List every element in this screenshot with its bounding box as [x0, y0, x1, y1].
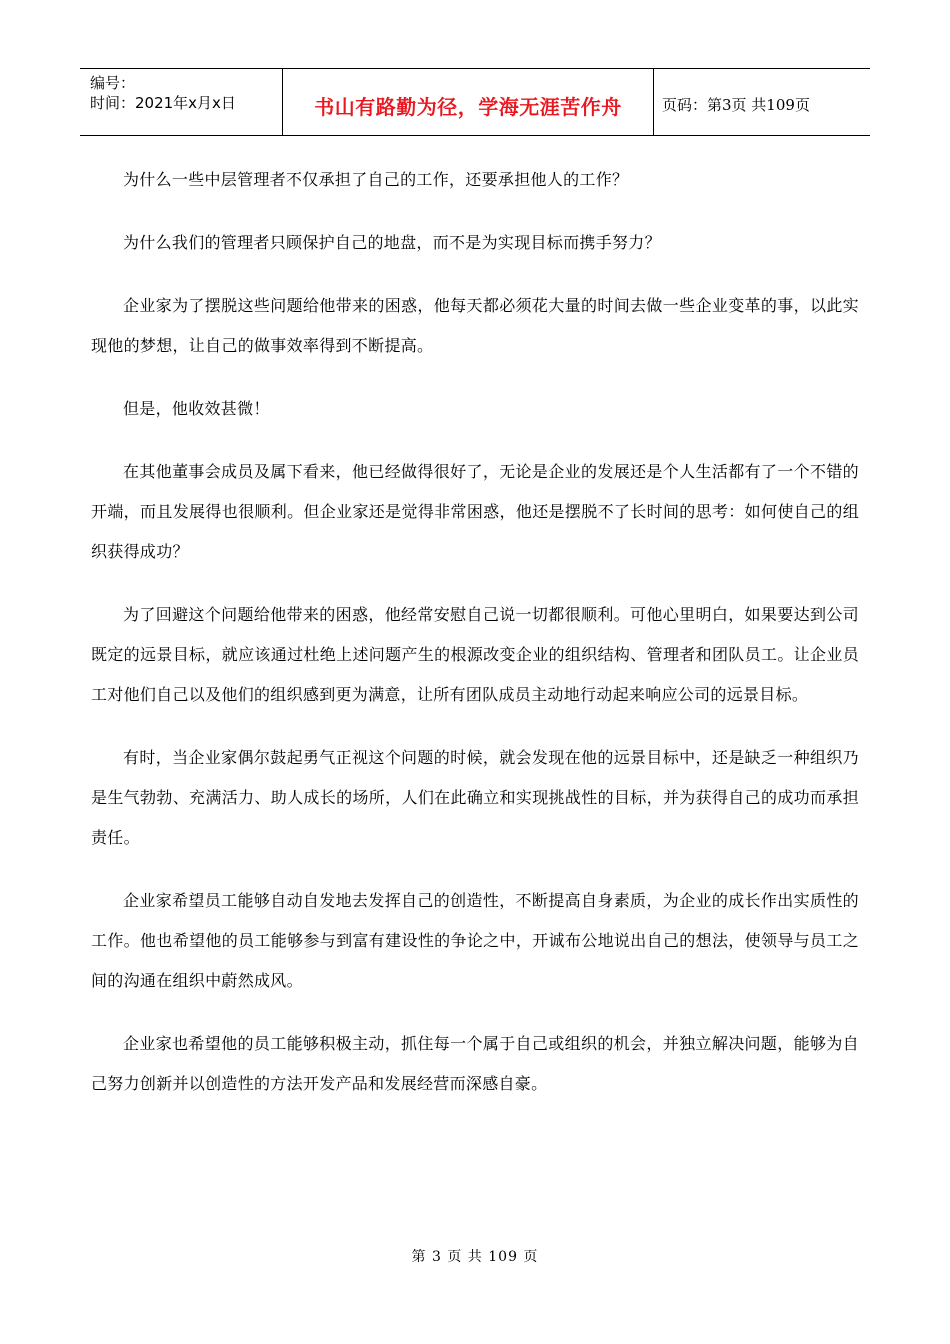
paragraph: 为什么一些中层管理者不仅承担了自己的工作，还要承担他人的工作？	[123, 170, 629, 189]
paragraph: 为什么我们的管理者只顾保护自己的地盘，而不是为实现目标而携手努力？	[123, 233, 661, 252]
page-info: 页码：第3页 共109页	[662, 95, 810, 114]
paragraph: 有时，当企业家偶尔鼓起勇气正视这个问题的时候，就会发现在他的远景目标中，还是缺乏一种组织乃是生气勃勃、充满活力、助人成长的场所，人们在此确立和实现挑战性的目标，并为获得自己的成功而承担责任。	[91, 748, 859, 847]
header-page-cell	[654, 69, 870, 135]
paragraph: 在其他董事会成员及属下看来，他已经做得很好了，无论是企业的发展还是个人生活都有了一个不错的开端，而且发展得也很顺利。但企业家还是觉得非常困惑，他还是摆脱不了长时间的思考：如何使自己的组织获得成功？	[91, 462, 859, 561]
paragraph: 但是，他收效甚微！	[123, 399, 270, 418]
date-label: 时间：2021年x月x日	[90, 94, 236, 112]
paragraph: 为了回避这个问题给他带来的困惑，他经常安慰自己说一切都很顺利。可他心里明白，如果要达到公司既定的远景目标，就应该通过杜绝上述问题产生的根源改变企业的组织结构、管理者和团队员工。让企业员工对他们自己以及他们的组织感到更为满意，让所有团队成员主动地行动起来响应公司的远景目标。	[91, 605, 859, 704]
page-footer: 第 3 页 共 109 页	[411, 1249, 539, 1265]
document-header	[80, 68, 870, 136]
paragraph: 企业家也希望他的员工能够积极主动，抓住每一个属于自己或组织的机会，并独立解决问题，能够为自己努力创新并以创造性的方法开发产品和发展经营而深感自豪。	[91, 1034, 859, 1093]
header-meta-cell	[80, 69, 282, 135]
paragraph: 企业家为了摆脱这些问题给他带来的困惑，他每天都必须花大量的时间去做一些企业变革的事，以此实现他的梦想，让自己的做事效率得到不断提高。	[91, 296, 859, 355]
paragraph: 企业家希望员工能够自动自发地去发挥自己的创造性，不断提高自身素质，为企业的成长作出实质性的工作。他也希望他的员工能够参与到富有建设性的争论之中，开诚布公地说出自己的想法，使领导与员工之间的沟通在组织中蔚然成风。	[91, 891, 859, 990]
document-body	[91, 160, 859, 1127]
motto-text: 书山有路勤为径，学海无涯苦作舟	[314, 94, 622, 119]
serial-number-label: 编号：	[90, 74, 136, 92]
header-motto-cell	[282, 69, 654, 135]
